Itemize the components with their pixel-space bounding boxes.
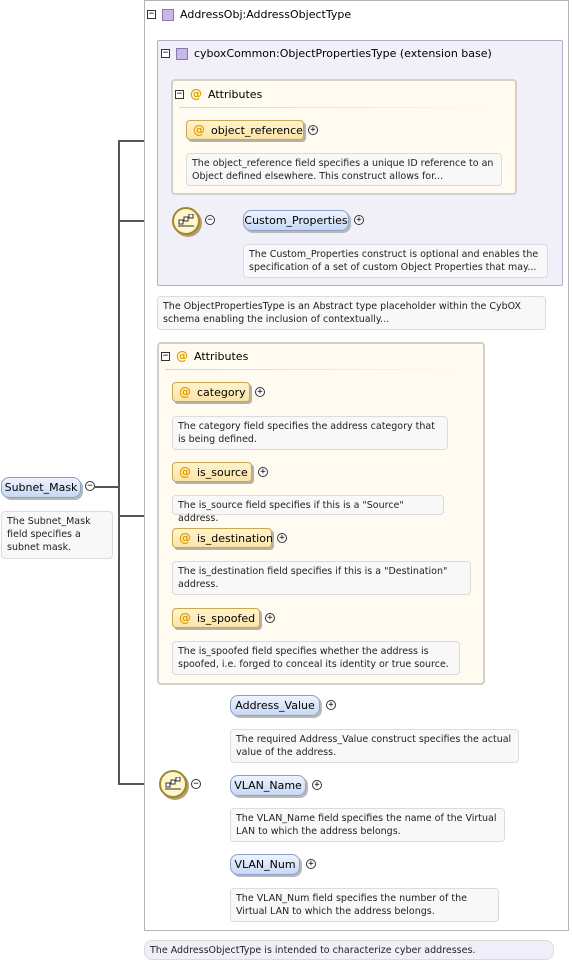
- element-description: The VLAN_Name field specifies the name of the Virtual LAN to which the address belongs.: [230, 808, 505, 842]
- root-description: The Subnet_Mask field specifies a subnet mask.: [1, 511, 113, 559]
- attribute-at-icon: @: [179, 531, 191, 545]
- expand-icon[interactable]: +: [277, 533, 287, 543]
- root-element-label: Subnet_Mask: [4, 481, 78, 494]
- element-label: VLAN_Num: [234, 858, 296, 871]
- type-box-collapse-toggle[interactable]: −: [148, 9, 155, 19]
- element-description: The Custom_Properties construct is optional and enables the specification of a set of custom Object Properties that may...: [243, 244, 548, 278]
- extension-attributes-header: [175, 87, 262, 101]
- attribute-at-icon: @: [190, 87, 202, 101]
- extension-collapse-toggle[interactable]: −: [162, 48, 169, 58]
- expand-icon[interactable]: +: [312, 780, 322, 790]
- root-collapse-toggle[interactable]: −: [85, 481, 95, 491]
- attribute-label: object_reference: [211, 123, 303, 137]
- type-box-title: AddressObj:AddressObjectType: [180, 8, 352, 21]
- element-vlan-num[interactable]: [230, 854, 300, 875]
- element-description: The VLAN_Num field specifies the number of the Virtual LAN to which the address belongs.: [230, 888, 499, 922]
- attribute-label: is_destination: [197, 531, 273, 545]
- root-element[interactable]: [1, 477, 81, 498]
- extension-attributes-collapse-toggle[interactable]: −: [176, 88, 183, 99]
- expand-icon[interactable]: +: [326, 700, 336, 710]
- sequence-compositor-icon[interactable]: [159, 770, 187, 798]
- expand-icon[interactable]: +: [255, 387, 265, 397]
- expand-icon[interactable]: +: [354, 215, 364, 225]
- expand-icon[interactable]: +: [306, 859, 316, 869]
- element-label: Custom_Properties: [244, 214, 348, 227]
- attribute-is-spoofed[interactable]: [172, 608, 260, 628]
- attributes-collapse-toggle[interactable]: −: [162, 350, 169, 361]
- sequence-compositor-icon[interactable]: [172, 207, 200, 235]
- attribute-at-icon: @: [176, 349, 188, 363]
- attribute-is-source[interactable]: [172, 462, 252, 482]
- attribute-is-destination[interactable]: [172, 528, 272, 548]
- attribute-at-icon: @: [179, 465, 191, 479]
- element-label: Address_Value: [235, 699, 315, 712]
- attribute-label: is_source: [197, 465, 248, 479]
- connector-root-h: [95, 486, 120, 488]
- connector-trunk: [118, 140, 120, 784]
- extension-attributes-label: Attributes: [208, 87, 263, 101]
- element-description: The required Address_Value construct specifies the actual value of the address.: [230, 729, 519, 763]
- expand-icon[interactable]: +: [265, 613, 275, 623]
- expand-icon[interactable]: +: [258, 467, 268, 477]
- sequence-icon: [178, 214, 194, 228]
- attribute-description: The is_spoofed field specifies whether the address is spoofed, i.e. forged to conceal its identity or true source.: [172, 641, 460, 675]
- attribute-label: is_spoofed: [197, 611, 256, 625]
- extension-header: [161, 47, 492, 60]
- attribute-description: The category field specifies the address category that is being defined.: [172, 416, 448, 450]
- expand-icon[interactable]: +: [308, 125, 318, 135]
- attribute-label: category: [197, 385, 246, 399]
- attribute-at-icon: @: [179, 611, 191, 625]
- attribute-at-icon: @: [179, 385, 191, 399]
- attribute-at-icon: @: [193, 123, 205, 137]
- extension-title: cyboxCommon:ObjectPropertiesType (extension base): [194, 47, 492, 60]
- element-vlan-name[interactable]: [230, 775, 306, 796]
- attribute-description: The is_source field specifies if this is a "Source" address.: [172, 495, 444, 515]
- attribute-category[interactable]: [172, 382, 250, 402]
- compositor-collapse-toggle[interactable]: −: [191, 779, 201, 789]
- attribute-description: The is_destination field specifies if this is a "Destination" address.: [172, 561, 471, 595]
- type-box-header: [147, 8, 351, 21]
- attribute-object-reference[interactable]: [186, 120, 304, 140]
- attributes-label: Attributes: [194, 349, 249, 363]
- complex-type-icon: [176, 48, 188, 60]
- element-label: VLAN_Name: [234, 779, 302, 792]
- extension-description: The ObjectPropertiesType is an Abstract type placeholder within the CybOX schema enabling the inclusion of contextually...: [157, 296, 546, 330]
- sequence-icon: [165, 777, 181, 791]
- separator: [179, 107, 499, 108]
- element-custom-properties[interactable]: [243, 210, 349, 231]
- attribute-description: The object_reference field specifies a unique ID reference to an Object defined elsewhere. This construct allows for...: [186, 153, 502, 186]
- complex-type-icon: [162, 9, 174, 21]
- type-box-description: The AddressObjectType is intended to characterize cyber addresses.: [144, 940, 554, 960]
- element-address-value[interactable]: [230, 695, 320, 716]
- compositor-collapse-toggle[interactable]: −: [205, 215, 215, 225]
- attributes-header: [161, 349, 248, 363]
- separator: [165, 369, 465, 370]
